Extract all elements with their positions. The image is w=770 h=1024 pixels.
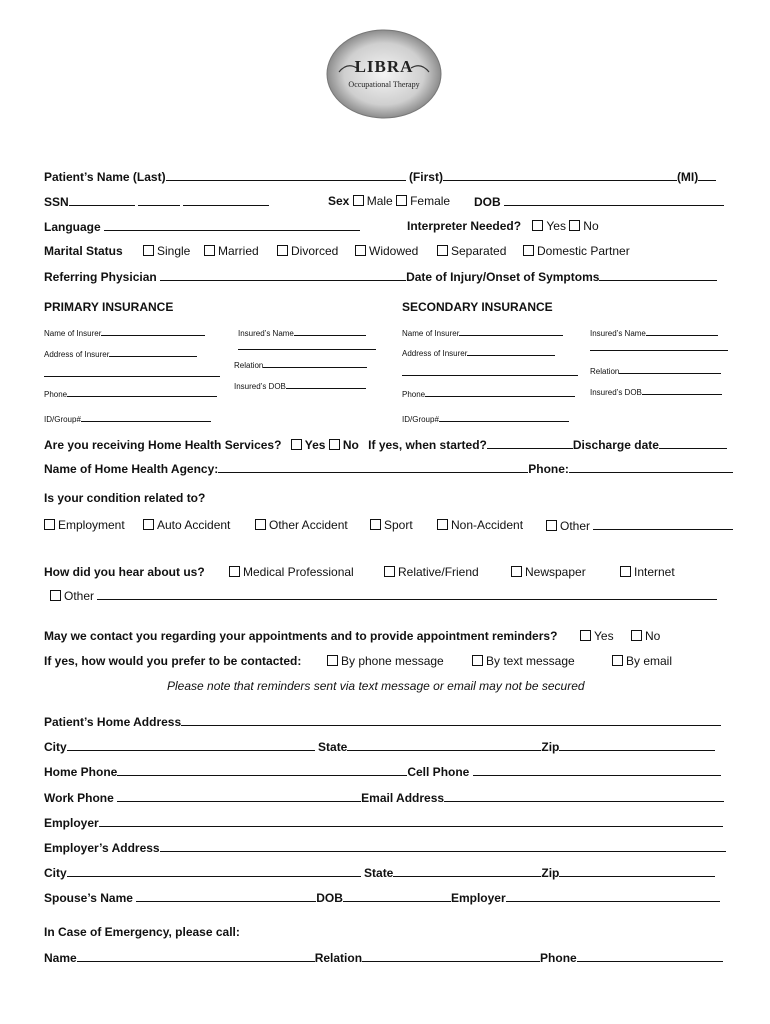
spouse-dob-field[interactable] (343, 890, 451, 902)
emergency-phone-field[interactable] (577, 950, 723, 962)
city-label: City (44, 740, 67, 754)
secondary-insurer-name-field[interactable] (459, 327, 563, 336)
employment-checkbox[interactable] (44, 519, 55, 530)
condition-auto-accident[interactable] (143, 518, 230, 532)
home-phone-field[interactable] (117, 764, 407, 776)
auto-accident-label: Auto Accident (157, 518, 231, 532)
language-field[interactable] (104, 219, 360, 231)
dob-label: DOB (474, 195, 501, 209)
female-label: Female (410, 194, 451, 208)
marital-widowed[interactable] (355, 244, 418, 258)
primary-insured-dob (234, 380, 366, 391)
referring-row (44, 269, 717, 284)
home-health-phone-label: Phone: (528, 462, 569, 476)
discharge-date-field[interactable] (659, 437, 727, 449)
employer-state-label: State (364, 866, 394, 880)
employer-address-label: Employer’s Address (44, 841, 160, 855)
primary-insured-name (238, 327, 366, 338)
email-label: Email Address (361, 791, 445, 805)
contact-by-phone[interactable] (327, 654, 444, 668)
emergency-relation-field[interactable] (362, 950, 540, 962)
referring-physician-label: Referring Physician (44, 270, 157, 284)
employer-address-row (44, 840, 726, 855)
date-of-injury-field[interactable] (599, 269, 717, 281)
employment-label: Employment (58, 518, 125, 532)
interpreter-label: Interpreter Needed? (407, 219, 522, 233)
by-phone-checkbox[interactable] (327, 655, 338, 666)
libra-logo (325, 28, 443, 120)
female-checkbox[interactable] (396, 195, 407, 206)
secondary-insurer-name-label: Name of Insurer (402, 329, 460, 338)
patient-name-row (44, 169, 716, 184)
hear-other[interactable] (50, 588, 717, 603)
secondary-phone-field[interactable] (425, 388, 575, 397)
hear-other-label: Other (64, 589, 95, 603)
employer-city-label: City (44, 866, 67, 880)
primary-insured-name-label: Insured’s Name (238, 329, 294, 338)
spouse-name-field[interactable] (136, 890, 316, 902)
secondary-insurer-address-label: Address of Insurer (402, 349, 468, 358)
mi-field[interactable] (698, 169, 716, 181)
contact-yes[interactable] (580, 629, 614, 643)
dob-row (474, 194, 724, 209)
city-field[interactable] (67, 739, 315, 751)
primary-relation-field[interactable] (263, 359, 367, 368)
secondary-relation-field[interactable] (619, 365, 721, 374)
work-row (44, 790, 724, 805)
condition-other-label: Other (560, 519, 591, 533)
employer-state-field[interactable] (393, 865, 541, 877)
medical-professional-label: Medical Professional (243, 565, 354, 579)
primary-insured-line2 (238, 341, 376, 352)
secondary-relation (590, 365, 721, 376)
condition-non-accident[interactable] (437, 518, 523, 532)
other-accident-checkbox[interactable] (255, 519, 266, 530)
home-health-yes-label: Yes (304, 438, 326, 452)
interpreter-yes-checkbox[interactable] (532, 220, 543, 231)
primary-relation-label: Relation (234, 361, 264, 370)
by-text-label: By text message (486, 654, 575, 668)
employer-zip-label: Zip (541, 866, 560, 880)
marital-separated[interactable] (437, 244, 506, 258)
relative-friend-checkbox[interactable] (384, 566, 395, 577)
hear-relative-friend[interactable] (384, 565, 479, 579)
emergency-name-label: Name (44, 951, 77, 965)
ssn-field-1[interactable] (69, 194, 135, 206)
primary-insurer-address-field[interactable] (109, 348, 197, 357)
marital-single[interactable] (143, 244, 190, 258)
home-health-row (44, 437, 727, 452)
home-health-no-checkbox[interactable] (329, 439, 340, 450)
primary-insured-dob-field[interactable] (286, 380, 366, 389)
zip-label: Zip (541, 740, 560, 754)
primary-insurance-title: PRIMARY INSURANCE (44, 300, 174, 314)
internet-checkbox[interactable] (620, 566, 631, 577)
secondary-insured-dob-label: Insured’s DOB (590, 388, 642, 397)
secondary-insurer-name (402, 327, 563, 338)
separated-checkbox[interactable] (437, 245, 448, 256)
city-row (44, 739, 715, 754)
non-accident-checkbox[interactable] (437, 519, 448, 530)
contact-yes-label: Yes (594, 629, 614, 643)
contact-by-text[interactable] (472, 654, 575, 668)
email-field[interactable] (444, 790, 724, 802)
home-health-agency-label: Name of Home Health Agency: (44, 462, 219, 476)
primary-phone-field[interactable] (67, 388, 217, 397)
newspaper-checkbox[interactable] (511, 566, 522, 577)
home-health-agency-row (44, 461, 733, 476)
reminder-note: Please note that reminders sent via text message or email may not be secured (167, 679, 585, 693)
primary-insurer-name-label: Name of Insurer (44, 329, 102, 338)
secondary-insured-name-label: Insured’s Name (590, 329, 646, 338)
interpreter-no-label: No (583, 219, 599, 233)
by-text-checkbox[interactable] (472, 655, 483, 666)
interpreter-group (407, 219, 599, 233)
contact-by-email[interactable] (612, 654, 672, 668)
newspaper-label: Newspaper (525, 565, 586, 579)
primary-insured-dob-label: Insured’s DOB (234, 382, 286, 391)
referring-physician-field[interactable] (160, 269, 406, 281)
emergency-relation-label: Relation (314, 951, 363, 965)
secondary-insurer-address (402, 347, 555, 358)
interpreter-yes-label: Yes (546, 219, 566, 233)
widowed-label: Widowed (369, 244, 419, 258)
dob-field[interactable] (504, 194, 724, 206)
ssn-field-3[interactable] (183, 194, 269, 206)
discharge-date-label: Discharge date (572, 438, 659, 452)
by-email-label: By email (626, 654, 673, 668)
last-name-label: Patient’s Name (Last) (44, 170, 166, 184)
primary-insurer-name (44, 327, 205, 338)
emergency-name-field[interactable] (77, 950, 315, 962)
secondary-insurer-address-field[interactable] (467, 347, 555, 356)
secondary-insured-dob-field[interactable] (642, 386, 722, 395)
city2-row (44, 865, 715, 880)
phone-row (44, 764, 721, 779)
hear-other-field[interactable] (97, 588, 717, 600)
male-label: Male (366, 194, 393, 208)
language-row (44, 219, 360, 234)
secondary-insurance-title: SECONDARY INSURANCE (402, 300, 553, 314)
condition-other[interactable] (546, 518, 733, 533)
work-phone-field[interactable] (117, 790, 361, 802)
primary-relation (234, 359, 367, 370)
employer-address-field[interactable] (160, 840, 726, 852)
marital-status-label: Marital Status (44, 244, 123, 258)
hear-newspaper[interactable] (511, 565, 586, 579)
svg-text:Occupational Therapy: Occupational Therapy (348, 80, 420, 89)
divorced-checkbox[interactable] (277, 245, 288, 256)
home-address-label: Patient’s Home Address (44, 715, 182, 729)
marital-divorced[interactable] (277, 244, 338, 258)
emergency-title: In Case of Emergency, please call: (44, 925, 240, 939)
employer-row (44, 815, 723, 830)
condition-question: Is your condition related to? (44, 491, 206, 505)
hear-question: How did you hear about us? (44, 565, 205, 579)
contact-yes-checkbox[interactable] (580, 630, 591, 641)
state-field[interactable] (347, 739, 541, 751)
medical-professional-checkbox[interactable] (229, 566, 240, 577)
ssn-row (44, 194, 269, 209)
secondary-insured-dob (590, 386, 722, 397)
contact-no-checkbox[interactable] (631, 630, 642, 641)
single-checkbox[interactable] (143, 245, 154, 256)
ssn-field-2[interactable] (138, 194, 180, 206)
hear-internet[interactable] (620, 565, 675, 579)
secondary-id-field[interactable] (439, 413, 569, 422)
contact-question: May we contact you regarding your appointments and to provide appointment reminders? (44, 629, 558, 643)
condition-other-accident[interactable] (255, 518, 348, 532)
divorced-label: Divorced (291, 244, 339, 258)
secondary-address-line2-field[interactable] (402, 367, 578, 376)
home-health-yes-checkbox[interactable] (291, 439, 302, 450)
sport-label: Sport (384, 518, 413, 532)
primary-insured-line2-field[interactable] (238, 341, 376, 350)
emergency-row (44, 950, 723, 965)
employer-label: Employer (44, 816, 99, 830)
hear-other-checkbox[interactable] (50, 590, 61, 601)
relative-friend-label: Relative/Friend (398, 565, 479, 579)
primary-phone (44, 388, 217, 399)
employer-field[interactable] (99, 815, 723, 827)
spouse-row (44, 890, 720, 905)
marital-domestic-partner[interactable] (523, 244, 630, 258)
auto-accident-checkbox[interactable] (143, 519, 154, 530)
secondary-phone (402, 388, 575, 399)
secondary-insured-name (590, 327, 718, 338)
primary-id-field[interactable] (81, 413, 211, 422)
home-health-question: Are you receiving Home Health Services? (44, 438, 282, 452)
secondary-insured-line2 (590, 342, 728, 353)
home-address-field[interactable] (181, 714, 721, 726)
employer-city-field[interactable] (67, 865, 361, 877)
domestic-partner-checkbox[interactable] (523, 245, 534, 256)
widowed-checkbox[interactable] (355, 245, 366, 256)
home-health-started-field[interactable] (487, 437, 573, 449)
secondary-insured-name-field[interactable] (646, 327, 718, 336)
secondary-address-line2 (402, 367, 578, 378)
state-label: State (318, 740, 348, 754)
spouse-employer-field[interactable] (506, 890, 720, 902)
primary-insured-name-field[interactable] (294, 327, 366, 336)
secondary-insured-line2-field[interactable] (590, 342, 728, 351)
last-name-field[interactable] (166, 169, 406, 181)
secondary-id (402, 413, 569, 424)
male-checkbox[interactable] (353, 195, 364, 206)
home-address-row (44, 714, 721, 729)
sport-checkbox[interactable] (370, 519, 381, 530)
married-label: Married (218, 244, 259, 258)
first-name-label: (First) (408, 170, 443, 184)
language-label: Language (44, 220, 101, 234)
contact-no-label: No (645, 629, 661, 643)
first-name-field[interactable] (443, 169, 677, 181)
primary-address-line2-field[interactable] (44, 368, 220, 377)
contact-how-label: If yes, how would you prefer to be contacted: (44, 654, 302, 668)
spouse-dob-label: DOB (316, 891, 343, 905)
secondary-relation-label: Relation (590, 367, 620, 376)
cell-phone-label: Cell Phone (407, 765, 470, 779)
zip-field[interactable] (559, 739, 715, 751)
by-email-checkbox[interactable] (612, 655, 623, 666)
sex-label: Sex (328, 194, 350, 208)
domestic-partner-label: Domestic Partner (537, 244, 630, 258)
internet-label: Internet (634, 565, 675, 579)
primary-insurer-name-field[interactable] (101, 327, 205, 336)
work-phone-label: Work Phone (44, 791, 114, 805)
secondary-phone-label: Phone (402, 390, 426, 399)
home-health-phone-field[interactable] (569, 461, 733, 473)
svg-text:LIBRA: LIBRA (354, 57, 414, 76)
condition-other-field[interactable] (593, 518, 733, 530)
spouse-employer-label: Employer (450, 891, 506, 905)
separated-label: Separated (451, 244, 507, 258)
ssn-label: SSN (44, 195, 69, 209)
sex-group (328, 194, 450, 208)
home-health-no-label: No (342, 438, 359, 452)
cell-phone-field[interactable] (473, 764, 721, 776)
primary-insurer-address (44, 348, 197, 359)
home-phone-label: Home Phone (44, 765, 118, 779)
by-phone-label: By phone message (341, 654, 444, 668)
hear-medical-professional[interactable] (229, 565, 354, 579)
condition-sport[interactable] (370, 518, 413, 532)
condition-other-checkbox[interactable] (546, 520, 557, 531)
primary-insurer-address-label: Address of Insurer (44, 350, 110, 359)
employer-zip-field[interactable] (559, 865, 715, 877)
mi-label: (MI) (676, 170, 699, 184)
marital-married[interactable] (204, 244, 259, 258)
date-of-injury-label: Date of Injury/Onset of Symptoms (406, 270, 600, 284)
other-accident-label: Other Accident (269, 518, 348, 532)
emergency-phone-label: Phone (540, 951, 577, 965)
interpreter-no-checkbox[interactable] (569, 220, 580, 231)
home-health-agency-field[interactable] (218, 461, 528, 473)
home-health-started-label: If yes, when started? (368, 438, 487, 452)
single-label: Single (157, 244, 191, 258)
primary-phone-label: Phone (44, 390, 68, 399)
married-checkbox[interactable] (204, 245, 215, 256)
contact-no[interactable] (631, 629, 660, 643)
primary-id-label: ID/Group# (44, 415, 81, 424)
spouse-name-label: Spouse’s Name (44, 891, 133, 905)
non-accident-label: Non-Accident (451, 518, 524, 532)
primary-id (44, 413, 211, 424)
secondary-id-label: ID/Group# (402, 415, 439, 424)
primary-address-line2 (44, 368, 220, 379)
condition-employment[interactable] (44, 518, 125, 532)
